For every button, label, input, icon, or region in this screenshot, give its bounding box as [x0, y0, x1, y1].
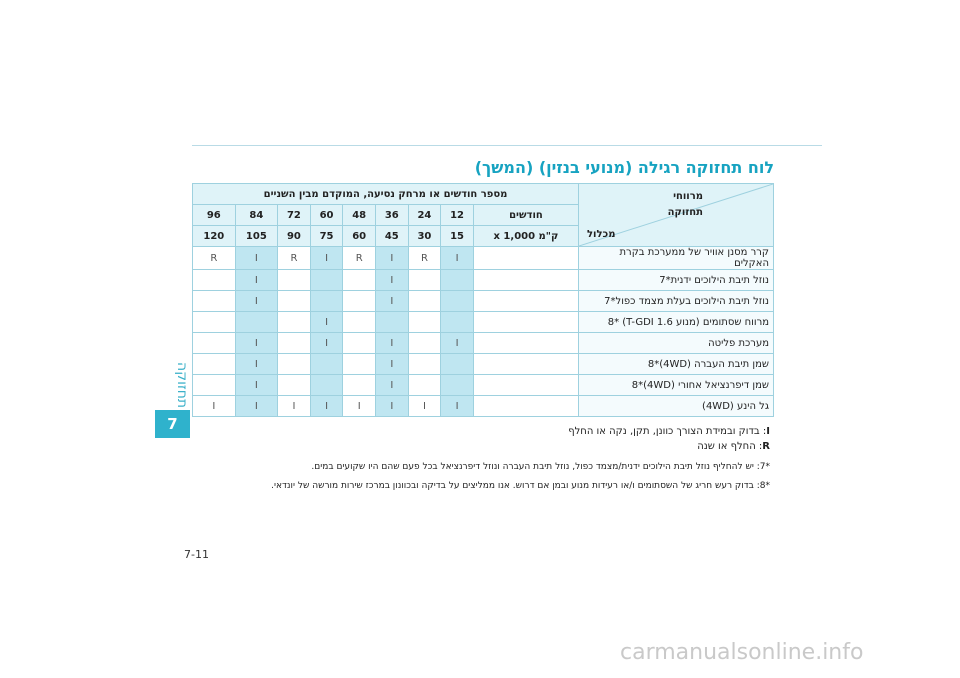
corner-label-intervals: מרווחי — [673, 191, 703, 202]
table-row — [193, 291, 774, 312]
schedule-mark — [310, 375, 343, 396]
schedule-mark — [193, 333, 236, 354]
schedule-mark: I — [193, 396, 236, 417]
schedule-mark — [343, 375, 376, 396]
schedule-mark: I — [235, 247, 278, 270]
schedule-mark — [278, 291, 311, 312]
months-cell: 84 — [235, 205, 278, 226]
km-cell: 30 — [408, 226, 441, 247]
schedule-mark: I — [235, 375, 278, 396]
schedule-mark: I — [441, 396, 474, 417]
months-cell: 24 — [408, 205, 441, 226]
schedule-mark: I — [235, 270, 278, 291]
schedule-mark: I — [441, 247, 474, 270]
table-row — [193, 247, 774, 270]
spacer-cell — [473, 270, 578, 291]
schedule-mark — [193, 375, 236, 396]
schedule-mark — [235, 312, 278, 333]
schedule-mark — [193, 291, 236, 312]
page-number: 7-11 — [184, 548, 209, 561]
spacer-cell — [473, 291, 578, 312]
schedule-mark — [375, 312, 408, 333]
corner-label-maintenance: תחזוקה — [667, 207, 703, 218]
row-label: קרר מסנן אוויר של ממערכת בקרת האקלים — [579, 247, 774, 270]
schedule-mark: I — [310, 312, 343, 333]
schedule-mark — [441, 354, 474, 375]
row-label: גל הינע (4WD) — [579, 396, 774, 417]
schedule-mark — [310, 291, 343, 312]
schedule-mark: I — [375, 291, 408, 312]
schedule-mark — [343, 312, 376, 333]
schedule-mark: I — [375, 354, 408, 375]
schedule-mark — [408, 375, 441, 396]
km-cell: 90 — [278, 226, 311, 247]
schedule-mark — [343, 333, 376, 354]
table-row — [193, 270, 774, 291]
schedule-mark — [408, 270, 441, 291]
table-row — [193, 375, 774, 396]
schedule-mark — [408, 354, 441, 375]
months-cell: 12 — [441, 205, 474, 226]
schedule-mark — [441, 312, 474, 333]
schedule-mark — [193, 270, 236, 291]
schedule-mark — [278, 312, 311, 333]
schedule-mark — [408, 312, 441, 333]
months-cell: 96 — [193, 205, 236, 226]
spacer-cell — [473, 247, 578, 270]
schedule-mark: I — [375, 333, 408, 354]
schedule-mark: R — [343, 247, 376, 270]
months-cell: 60 — [310, 205, 343, 226]
km-cell: 60 — [343, 226, 376, 247]
schedule-mark — [310, 270, 343, 291]
spacer-cell — [473, 333, 578, 354]
km-cell: 15 — [441, 226, 474, 247]
schedule-mark: I — [375, 375, 408, 396]
months-cell: 48 — [343, 205, 376, 226]
schedule-mark — [408, 333, 441, 354]
schedule-mark: R — [408, 247, 441, 270]
schedule-mark — [193, 312, 236, 333]
schedule-mark — [343, 354, 376, 375]
schedule-mark — [441, 291, 474, 312]
km-cell: 120 — [193, 226, 236, 247]
spacer-cell — [473, 375, 578, 396]
schedule-mark: R — [278, 247, 311, 270]
spacer-cell — [473, 396, 578, 417]
table-row — [193, 333, 774, 354]
schedule-mark — [343, 270, 376, 291]
row-label: שמן תיבת העברה (4WD)*8 — [579, 354, 774, 375]
schedule-mark: I — [343, 396, 376, 417]
schedule-mark — [278, 270, 311, 291]
row-label: נוזל תיבת הילוכים בעלת מצמד כפול*7 — [579, 291, 774, 312]
corner-label-assembly: מכלול — [587, 229, 616, 240]
schedule-mark — [408, 291, 441, 312]
legend-item-replace: R: החלף או שנה — [697, 441, 770, 452]
row-label: מרווח שסתומים (מנוע T-GDI 1.6) *8 — [579, 312, 774, 333]
group-header: מספר חודשים או מרחק נסיעה, המוקדם מבין השניים — [193, 184, 579, 205]
spacer-cell — [473, 312, 578, 333]
schedule-mark — [193, 354, 236, 375]
schedule-mark — [441, 270, 474, 291]
km-cell: 75 — [310, 226, 343, 247]
schedule-mark: I — [235, 291, 278, 312]
section-title: לוח תחזוקה רגילה (מנועי בנזין) (המשך) — [474, 158, 774, 177]
maintenance-schedule-table — [192, 183, 774, 417]
chapter-tab: 7 — [155, 410, 190, 438]
schedule-mark: I — [278, 396, 311, 417]
legend-item-inspect: I: בדוק ובמידת הצורך כוונן, תקן, נקה או החלף — [568, 426, 770, 437]
months-cell: 36 — [375, 205, 408, 226]
table-corner-cell — [579, 184, 774, 247]
km-label: ק"מ x 1,000 — [473, 226, 578, 247]
watermark: carmanualsonline.info — [620, 640, 864, 665]
schedule-mark — [278, 354, 311, 375]
schedule-mark: I — [375, 247, 408, 270]
row-label: נוזל תיבת הילוכים ידנית*7 — [579, 270, 774, 291]
footnote-7: *7: יש להחליף נוזל תיבת הילוכים ידנית/מצמד כפול, נוזל תיבת העברה ונוזל דיפרנציאל בכל פעם שהם היו שקועים במים. — [311, 462, 770, 472]
schedule-mark: R — [193, 247, 236, 270]
schedule-mark — [343, 291, 376, 312]
schedule-mark: I — [408, 396, 441, 417]
schedule-mark — [278, 333, 311, 354]
row-label: שמן דיפרנציאל אחורי (4WD)*8 — [579, 375, 774, 396]
schedule-mark: I — [235, 396, 278, 417]
km-cell: 45 — [375, 226, 408, 247]
schedule-mark: I — [235, 333, 278, 354]
table-row — [193, 312, 774, 333]
top-rule — [192, 145, 822, 146]
schedule-mark: I — [375, 396, 408, 417]
schedule-mark — [441, 375, 474, 396]
table-row — [193, 354, 774, 375]
schedule-mark: I — [375, 270, 408, 291]
months-cell: 72 — [278, 205, 311, 226]
km-cell: 105 — [235, 226, 278, 247]
spacer-cell — [473, 354, 578, 375]
schedule-mark: I — [441, 333, 474, 354]
row-label: מערכת פליטה — [579, 333, 774, 354]
schedule-mark: I — [310, 396, 343, 417]
schedule-mark: I — [310, 247, 343, 270]
table-row — [193, 396, 774, 417]
schedule-mark: I — [235, 354, 278, 375]
side-section-label: תחזוקה — [174, 361, 190, 409]
schedule-mark — [310, 354, 343, 375]
schedule-mark — [278, 375, 311, 396]
footnote-8: *8: בדוק רעש חריג של השסתומים ו/או רעידות מנוע ובמן אם דרוש. אנו ממליצים על בדיקה ובכוונון במרכז שירות מורשה של יונדאי. — [271, 481, 770, 491]
schedule-mark: I — [310, 333, 343, 354]
months-label: חודשים — [473, 205, 578, 226]
